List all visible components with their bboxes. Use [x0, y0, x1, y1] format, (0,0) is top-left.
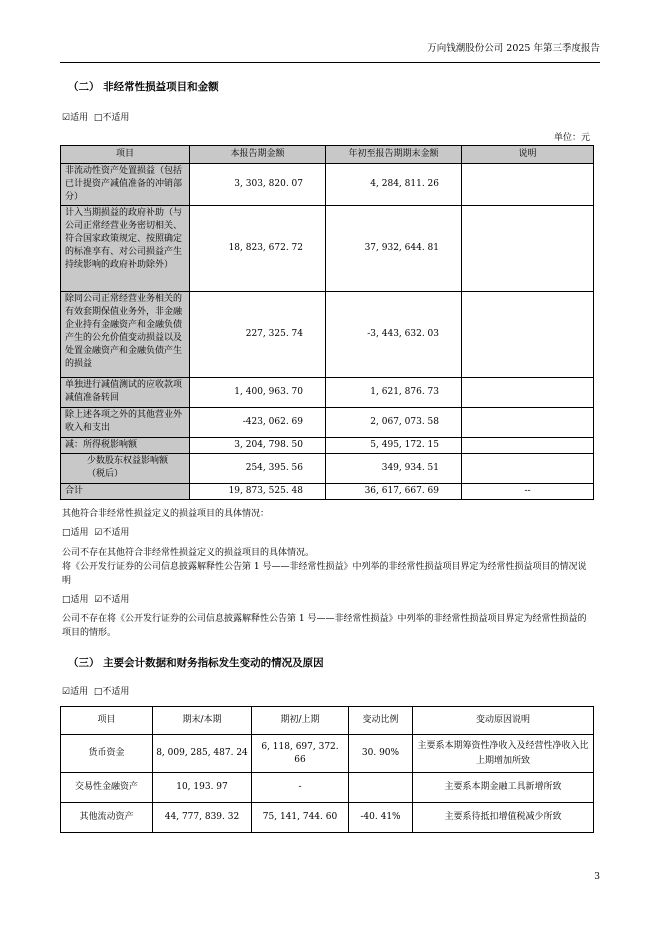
checkbox-checked-icon: ☑	[62, 113, 71, 123]
row-item: 非流动性资产处置损益（包括已计提资产减值准备的冲销部分）	[61, 164, 190, 206]
checkbox-empty-icon: □	[62, 528, 71, 538]
applicable-label: 适用	[70, 113, 89, 123]
other-items-answer: 公司不存在其他符合非经常性损益定义的损益项目的具体情况。	[62, 548, 315, 558]
row-item: 交易性金融资产	[61, 773, 153, 803]
table-header-row	[61, 146, 594, 164]
column-header: 说明	[462, 146, 594, 164]
row-description	[462, 408, 594, 438]
row-item: 合计	[61, 484, 190, 500]
column-header: 变动原因说明	[413, 707, 594, 735]
table-header-row	[61, 707, 594, 735]
table-row	[61, 206, 594, 292]
table-row	[61, 408, 594, 438]
checkbox-checked-icon: ☑	[62, 687, 71, 697]
page-number: 3	[594, 872, 600, 882]
checkbox-checked-icon: ☑	[94, 528, 103, 538]
column-header: 本报告期金额	[190, 146, 326, 164]
unit-label: 单位：元	[553, 133, 590, 143]
row-item: 计入当期损益的政府补助（与公司正常经营业务密切相关、符合国家政策规定、按照确定的标准享有、对公司损益产生持续影响的政府补助除外）	[61, 206, 190, 292]
row-item: 除同公司正常经营业务相关的有效套期保值业务外，非金融企业持有金融资产和金融负债产生的公允价值变动损益以及处置金融资产和金融负债产生的损益	[61, 292, 190, 378]
row-current-amount: 3, 303, 820. 07	[190, 164, 326, 206]
row-current-amount: 254, 395. 56	[190, 454, 326, 484]
row-ytd-amount: -3, 443, 632. 03	[326, 292, 462, 378]
row-description: --	[462, 484, 594, 500]
row-item: 单独进行减值测试的应收款项减值准备转回	[61, 378, 190, 408]
column-header: 项目	[61, 707, 153, 735]
row-period-begin: -	[252, 773, 349, 803]
table-row	[61, 438, 594, 454]
column-header: 变动比例	[349, 707, 413, 735]
row-item: 其他流动资产	[61, 803, 153, 833]
table-row	[61, 164, 594, 206]
row-current-amount: 227, 325. 74	[190, 292, 326, 378]
column-header: 项目	[61, 146, 190, 164]
row-current-amount: 18, 823, 672. 72	[190, 206, 326, 292]
row-change-reason: 主要系本期筹资性净收入及经营性净收入比上期增加所致	[413, 735, 594, 773]
section-3-applicability	[62, 686, 129, 699]
row-period-end: 44, 777, 839. 32	[153, 803, 252, 833]
non-recurring-gains-table	[60, 145, 594, 500]
table-row	[61, 773, 594, 803]
checkbox-empty-icon: □	[93, 687, 103, 697]
row-period-end: 10, 193. 97	[153, 773, 252, 803]
row-ytd-amount: 349, 934. 51	[326, 454, 462, 484]
not-applicable-label: 不适用	[102, 595, 130, 605]
row-description	[462, 164, 594, 206]
column-header: 年初至报告期期末金额	[326, 146, 462, 164]
reclassification-note: 将《公开发行证券的公司信息披露解释性公告第 1 号——非经常性损益》中列举的非经常性损益项目界定为经常性损益项目的情况说明	[62, 562, 587, 586]
applicable-label: 适用	[70, 687, 89, 697]
section-2-applicability	[62, 112, 129, 125]
row-ytd-amount: 4, 284, 811. 26	[326, 164, 462, 206]
row-change-ratio	[349, 773, 413, 803]
row-ytd-amount: 36, 617, 667. 69	[326, 484, 462, 500]
not-applicable-label: 不适用	[102, 687, 130, 697]
row-description	[462, 206, 594, 292]
table-row	[61, 735, 594, 773]
row-current-amount: 1, 400, 963. 70	[190, 378, 326, 408]
header-divider	[60, 62, 600, 63]
row-item: 减：所得税影响额	[61, 438, 190, 454]
row-change-ratio: 30. 90%	[349, 735, 413, 773]
section-3-title: （三） 主要会计数据和财务指标发生变动的情况及原因	[68, 657, 324, 669]
row-description	[462, 378, 594, 408]
row-description	[462, 454, 594, 484]
row-current-amount: 19, 873, 525. 48	[190, 484, 326, 500]
row-ytd-amount: 1, 621, 876. 73	[326, 378, 462, 408]
other-items-applicability	[62, 527, 129, 540]
table-row	[61, 454, 594, 484]
section-2-title: （二） 非经常性损益项目和金额	[68, 81, 219, 93]
row-ytd-amount: 2, 067, 073. 58	[326, 408, 462, 438]
row-change-ratio: -40. 41%	[349, 803, 413, 833]
report-header: 万向钱潮股份公司 2025 年第三季度报告	[427, 43, 600, 54]
row-ytd-amount: 37, 932, 644. 81	[326, 206, 462, 292]
row-item: 少数股东权益影响额（税后）	[61, 454, 190, 484]
not-applicable-label: 不适用	[102, 113, 130, 123]
row-period-begin: 75, 141, 744. 60	[252, 803, 349, 833]
table-row	[61, 292, 594, 378]
row-current-amount: -423, 062. 69	[190, 408, 326, 438]
row-current-amount: 3, 204, 798. 50	[190, 438, 326, 454]
table-row	[61, 378, 594, 408]
table-total-row	[61, 484, 594, 500]
row-item: 除上述各项之外的其他营业外收入和支出	[61, 408, 190, 438]
row-change-reason: 主要系待抵扣增值税减少所致	[413, 803, 594, 833]
row-change-reason: 主要系本期金融工具新增所致	[413, 773, 594, 803]
not-applicable-label: 不适用	[102, 528, 130, 538]
row-period-begin: 6, 118, 697, 372. 66	[252, 735, 349, 773]
row-period-end: 8, 009, 285, 487. 24	[153, 735, 252, 773]
row-description	[462, 292, 594, 378]
other-items-note: 其他符合非经常性损益定义的损益项目的具体情况：	[62, 509, 270, 519]
financial-changes-table	[60, 706, 594, 833]
row-item: 货币资金	[61, 735, 153, 773]
column-header: 期初/上期	[252, 707, 349, 735]
applicable-label: 适用	[70, 528, 89, 538]
reclassification-applicability	[62, 594, 129, 607]
reclassification-answer: 公司不存在将《公开发行证券的公司信息披露解释性公告第 1 号——非经常性损益》中列举的非经常性损益项目界定为经常性损益的项目的情形。	[62, 614, 587, 638]
applicable-label: 适用	[70, 595, 89, 605]
row-ytd-amount: 5, 495, 172. 15	[326, 438, 462, 454]
checkbox-empty-icon: □	[93, 113, 103, 123]
row-description	[462, 438, 594, 454]
checkbox-checked-icon: ☑	[94, 595, 103, 605]
table-row	[61, 803, 594, 833]
column-header: 期末/本期	[153, 707, 252, 735]
checkbox-empty-icon: □	[62, 595, 71, 605]
